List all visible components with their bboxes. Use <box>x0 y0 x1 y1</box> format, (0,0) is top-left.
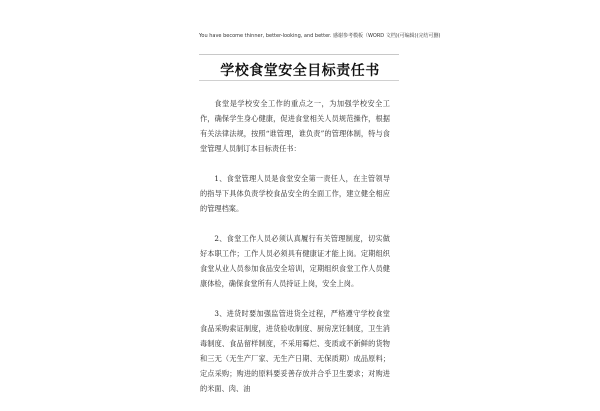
paragraph-2: 2、食堂工作人员必须认真履行有关管理制度，切实做好本职工作；工作人员必须具有健康证才能上岗。定期组织食堂从业人员参加食品安全培训，定期组织食堂工作人员健康体检，确保食堂所有人员持证上岗，安全上岗。 <box>200 234 390 288</box>
header-note: You have become thinner, better-looking, and better. 感谢参考模板（WORD 文档)(可编辑)(完结可删) <box>199 33 441 39</box>
paragraph-3: 3、进货时要加强监管进货全过程，严格遵守学校食堂食品采购索证制度，进货验收制度、厨房烹饪制度，卫生消毒制度、食品留样制度，不采用霉烂、变质或不新鲜的货物和三无（无生产厂家、无生产日期、无保质期）成品原料；定点采购；购进的原料要妥善存放并合乎卫生要求；对购进的米面、肉、油 <box>200 309 390 393</box>
header-divider <box>199 54 399 55</box>
document-title: 学校食堂安全目标责任书 <box>220 63 380 79</box>
paragraph-1: 1、食堂管理人员是食堂安全第一责任人，在主管领导的指导下具体负责学校食品安全的全面工作，建立健全相应的管理档案。 <box>200 174 390 213</box>
document-body <box>200 96 390 411</box>
title-divider <box>199 80 399 81</box>
paragraph-intro: 食堂是学校安全工作的重点之一，为加强学校安全工作，确保学生身心健康，促进食堂相关人员规范操作，根据有关法律法规，按照“谁管理，谁负责”的管理体制，特与食堂管理人员制订本目标责任书： <box>200 99 390 153</box>
